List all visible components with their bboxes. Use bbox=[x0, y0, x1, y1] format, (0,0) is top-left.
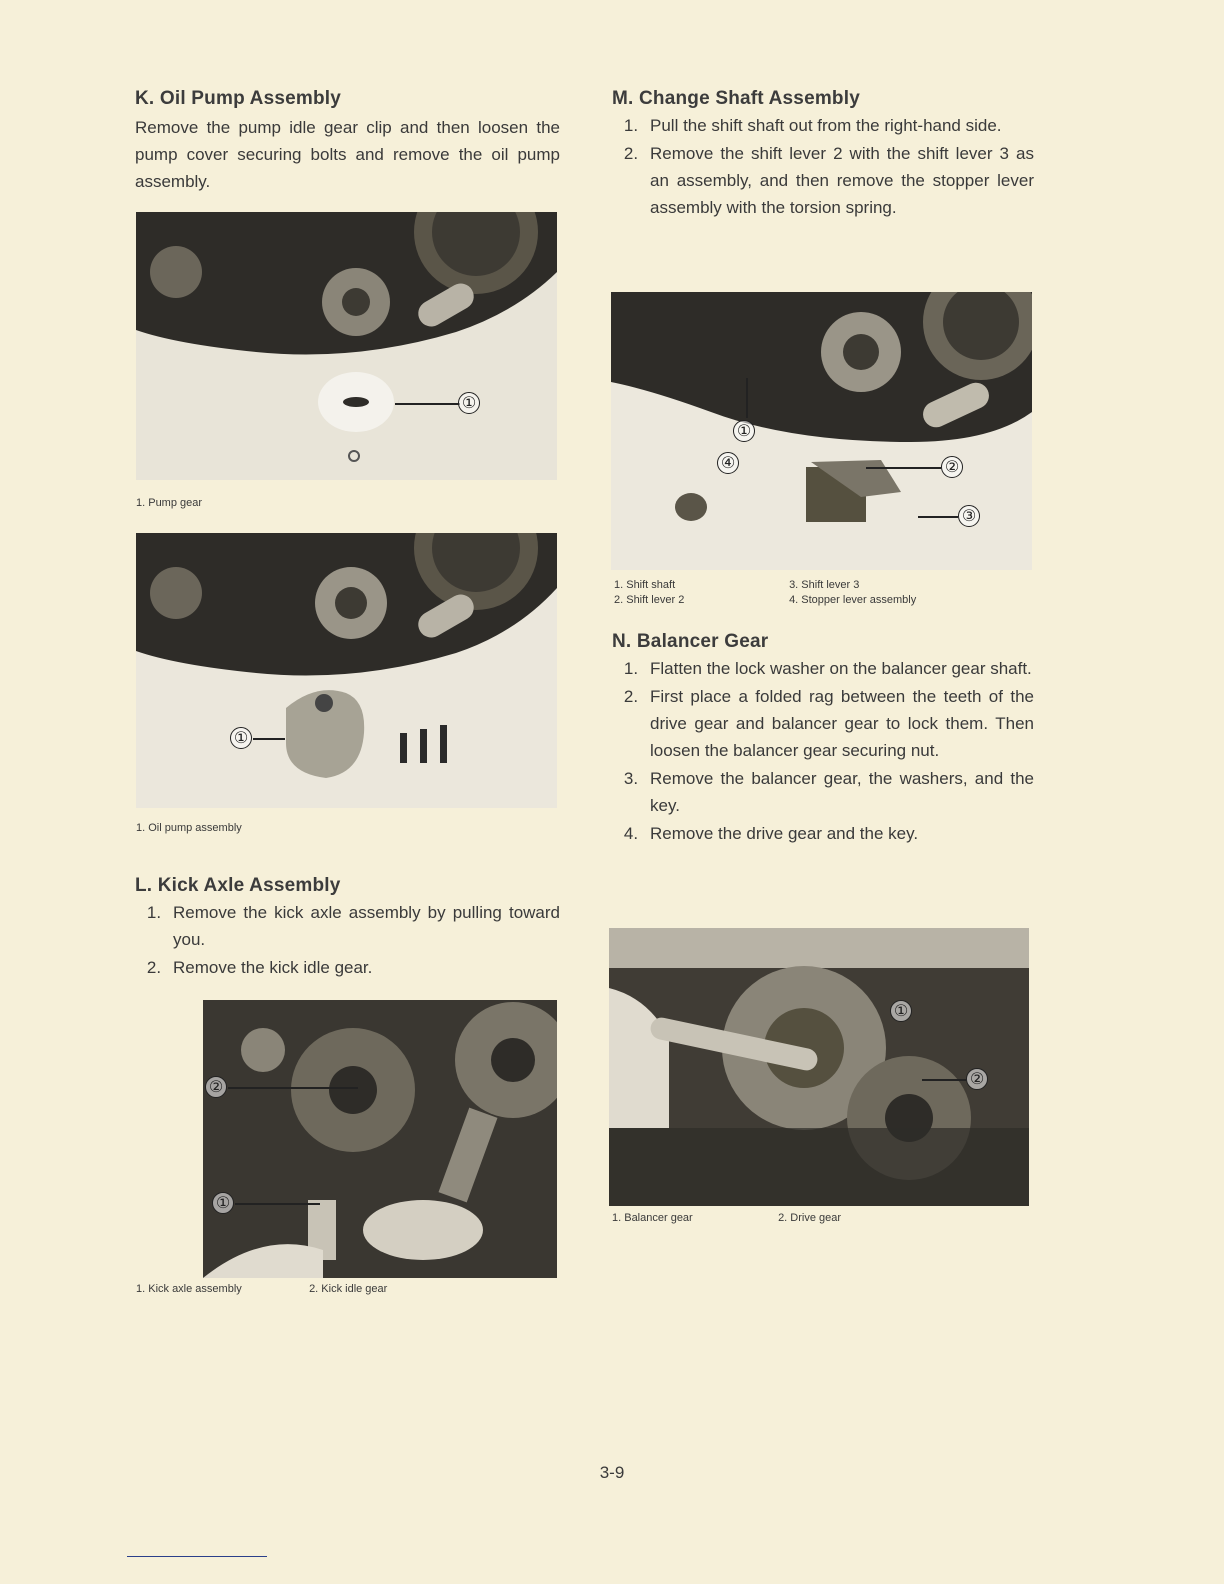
page-number: 3-9 bbox=[599, 1463, 625, 1482]
step-list bbox=[612, 112, 1034, 221]
figure-caption bbox=[614, 578, 1034, 608]
figure-caption bbox=[136, 822, 242, 834]
bottom-divider bbox=[127, 1556, 267, 1557]
caption-item: 4. Stopper lever assembly bbox=[789, 594, 917, 606]
figure-caption bbox=[136, 1283, 556, 1295]
callout-1: ① bbox=[230, 727, 252, 749]
caption-item: 2. Shift lever 2 bbox=[614, 594, 685, 606]
callout-1: ① bbox=[212, 1192, 234, 1214]
section-kick-axle bbox=[135, 875, 560, 982]
step-item: 3. Remove the balancer gear, the washers, and the key. bbox=[623, 769, 1034, 815]
step-item: 4. Remove the drive gear and the key. bbox=[623, 824, 919, 843]
step-item: 1. Pull the shift shaft out from the right-hand side. bbox=[623, 116, 1002, 135]
section-heading: L. Kick Axle Assembly bbox=[135, 875, 341, 896]
callout-4: ④ bbox=[717, 452, 739, 474]
callout-1: ① bbox=[890, 1000, 912, 1022]
callout-2: ② bbox=[966, 1068, 988, 1090]
section-body: Remove the pump idle gear clip and then loosen the pump cover securing bolts and remove the oil pump assembly. bbox=[135, 118, 560, 191]
section-heading: K. Oil Pump Assembly bbox=[135, 88, 342, 109]
callout-2: ② bbox=[941, 456, 963, 478]
balancer-gear-photo bbox=[609, 928, 1029, 1206]
caption-item: 1. Balancer gear bbox=[612, 1212, 693, 1224]
step-item: 1. Flatten the lock washer on the balancer gear shaft. bbox=[623, 659, 1032, 678]
callout-3: ③ bbox=[958, 505, 980, 527]
step-list bbox=[135, 899, 560, 981]
step-item: 2. Remove the kick idle gear. bbox=[146, 958, 373, 977]
caption-item: 1. Shift shaft bbox=[614, 579, 676, 591]
callout-1: ① bbox=[733, 420, 755, 442]
change-shaft-photo bbox=[611, 292, 1032, 570]
section-oil-pump bbox=[135, 88, 560, 195]
section-heading: N. Balancer Gear bbox=[612, 631, 769, 652]
caption-item: 3. Shift lever 3 bbox=[789, 579, 860, 591]
section-balancer-gear bbox=[612, 631, 1034, 848]
caption-item: 1. Oil pump assembly bbox=[136, 822, 242, 834]
caption-item: 1. Pump gear bbox=[136, 497, 203, 509]
kick-axle-photo bbox=[203, 1000, 557, 1278]
caption-item: 1. Kick axle assembly bbox=[136, 1283, 242, 1295]
caption-item: 2. Kick idle gear bbox=[309, 1283, 388, 1295]
step-list bbox=[612, 655, 1034, 847]
figure-caption bbox=[136, 497, 202, 509]
pump-gear-photo bbox=[136, 212, 557, 480]
step-item: 2. Remove the shift lever 2 with the shift lever 3 as an assembly, and then remove the stopper lever assembly with the torsion spring. bbox=[623, 144, 1034, 217]
section-change-shaft bbox=[612, 88, 1034, 222]
figure-caption bbox=[612, 1212, 1032, 1224]
callout-1: ① bbox=[458, 392, 480, 414]
step-item: 2. First place a folded rag between the teeth of the drive gear and balancer gear to lock them. Then loosen the balancer gear securing nut. bbox=[623, 687, 1034, 760]
step-item: 1. Remove the kick axle assembly by pulling toward you. bbox=[146, 903, 560, 949]
caption-item: 2. Drive gear bbox=[778, 1212, 842, 1224]
section-heading: M. Change Shaft Assembly bbox=[612, 88, 860, 109]
oil-pump-assembly-photo bbox=[136, 533, 557, 808]
callout-2: ② bbox=[205, 1076, 227, 1098]
